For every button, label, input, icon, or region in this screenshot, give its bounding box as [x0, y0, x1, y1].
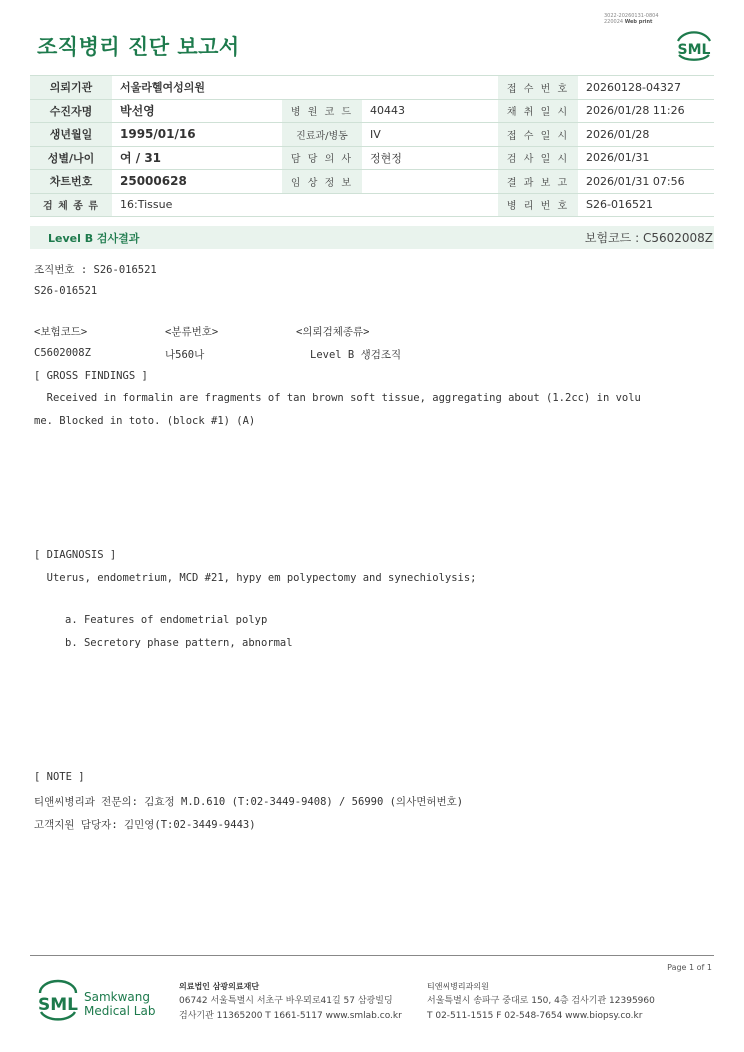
footer-org1 — [179, 980, 402, 1024]
result-title: Level B 검사결과 — [48, 232, 140, 245]
info-value-hospital-code: 40443 — [362, 99, 498, 123]
info-label: 생년월일 — [30, 123, 112, 147]
info-label: 병 리 번 호 — [498, 193, 578, 217]
info-label: 진료과/병동 — [282, 123, 362, 147]
col-header-insurance: <보험코드> — [34, 326, 88, 338]
info-label: 검 체 종 류 — [30, 193, 112, 217]
info-label: 결 과 보 고 — [498, 170, 578, 194]
info-value-department: IV — [362, 123, 498, 147]
sml-logo — [674, 27, 714, 67]
info-label: 검 사 일 시 — [498, 146, 578, 170]
footer-logo-text: SML — [38, 995, 78, 1015]
page-number: Page 1 of 1 — [667, 963, 712, 972]
footer-org1-name: 의료법인 삼광의료재단 — [179, 982, 260, 991]
info-label: 접 수 일 시 — [498, 123, 578, 147]
print-id2: 220024 — [604, 19, 624, 25]
info-value-clinical-info — [362, 170, 498, 194]
note-header: [ NOTE ] — [34, 771, 85, 783]
diagnosis-item-a: a. Features of endometrial polyp — [65, 614, 268, 626]
footer-org1-contact: 검사기관 11365200 T 1661-5117 www.smlab.co.kr — [179, 1011, 402, 1021]
col-value-insurance: C5602008Z — [34, 347, 91, 359]
tissue-number: 조직번호 : S26-016521 — [34, 264, 157, 276]
footer-org2-address: 서울특별시 송파구 중대로 150, 4층 검사기관 12395960 — [427, 996, 655, 1006]
col-value-specimen: Level B 생검조직 — [310, 349, 402, 361]
info-label: 수진자명 — [30, 99, 112, 123]
info-value-doctor: 정현정 — [362, 146, 498, 170]
patient-info-table — [30, 75, 714, 217]
info-label: 채 취 일 시 — [498, 99, 578, 123]
footer-sml-logo — [36, 979, 80, 1031]
info-value-receipt-no: 20260128-04327 — [578, 76, 714, 100]
insurance-code: 보험코드 : C5602008Z — [584, 231, 713, 245]
info-value-report-time: 2026/01/31 07:56 — [578, 170, 714, 194]
print-info — [604, 13, 659, 25]
col-header-specimen: <의뢰검체종류> — [296, 326, 370, 338]
gross-findings-header: [ GROSS FINDINGS ] — [34, 370, 148, 382]
col-value-classification: 나560나 — [165, 349, 205, 361]
info-label: 접 수 번 호 — [498, 76, 578, 100]
report-title: 조직병리 진단 보고서 — [37, 35, 240, 59]
info-value-birthdate: 1995/01/16 — [112, 123, 282, 147]
info-value-receipt-date: 2026/01/28 — [578, 123, 714, 147]
info-value-pathology-no: S26-016521 — [578, 193, 714, 217]
info-label: 의뢰기관 — [30, 76, 112, 100]
col-header-classification: <분류번호> — [165, 326, 219, 338]
footer-divider — [30, 955, 714, 956]
footer-brand-line2: Medical Lab — [84, 1004, 156, 1018]
table-row — [30, 146, 714, 170]
footer-org2-contact: T 02-511-1515 F 02-548-7654 www.biopsy.co.kr — [427, 1011, 643, 1021]
info-label: 임 상 정 보 — [282, 170, 362, 194]
info-label: 담 당 의 사 — [282, 146, 362, 170]
table-row — [30, 193, 714, 217]
footer-org2 — [427, 980, 655, 1024]
diagnosis-item-b: b. Secretory phase pattern, abnormal — [65, 637, 293, 649]
info-label: 성별/나이 — [30, 146, 112, 170]
footer-brand — [84, 990, 155, 1018]
info-label: 차트번호 — [30, 170, 112, 194]
info-label: 병 원 코 드 — [282, 99, 362, 123]
tissue-number-2: S26-016521 — [34, 285, 98, 297]
print-mode: Web print — [624, 19, 653, 25]
footer-org1-address: 06742 서울특별시 서초구 바우뫼로41길 57 삼광빌딩 — [179, 996, 393, 1006]
footer-org2-name: 티앤씨병리과의원 — [427, 982, 489, 991]
gross-findings-line1: Received in formalin are fragments of tan brown soft tissue, aggregating about (1.2cc) in volu — [34, 392, 641, 404]
gross-findings-line2: me. Blocked in toto. (block #1) (A) — [34, 415, 256, 427]
table-row — [30, 170, 714, 194]
diagnosis-header: [ DIAGNOSIS ] — [34, 549, 117, 561]
info-value-collect-time: 2026/01/28 11:26 — [578, 99, 714, 123]
table-row — [30, 76, 714, 100]
info-value-specimen: 16:Tissue — [112, 193, 498, 217]
note-line2: 고객지원 담당자: 김민영(T:02-3449-9443) — [34, 819, 256, 831]
info-value-exam-date: 2026/01/31 — [578, 146, 714, 170]
table-row — [30, 123, 714, 147]
table-row — [30, 99, 714, 123]
diagnosis-line: Uterus, endometrium, MCD #21, hypy em polypectomy and synechiolysis; — [34, 572, 477, 584]
info-value-institution: 서울라헬여성의원 — [112, 76, 498, 100]
logo-text: SML — [677, 42, 711, 58]
note-line1: 티앤씨병리과 전문의: 김효정 M.D.610 (T:02-3449-9408) / 56990 (의사면허번호) — [34, 796, 464, 808]
info-value-chart-no: 25000628 — [112, 170, 282, 194]
info-value-patient-name: 박선영 — [112, 99, 282, 123]
info-value-sex-age: 여 / 31 — [112, 146, 282, 170]
footer-brand-line1: Samkwang — [84, 990, 150, 1004]
print-id: 3022-20260131-0804 — [604, 13, 659, 19]
